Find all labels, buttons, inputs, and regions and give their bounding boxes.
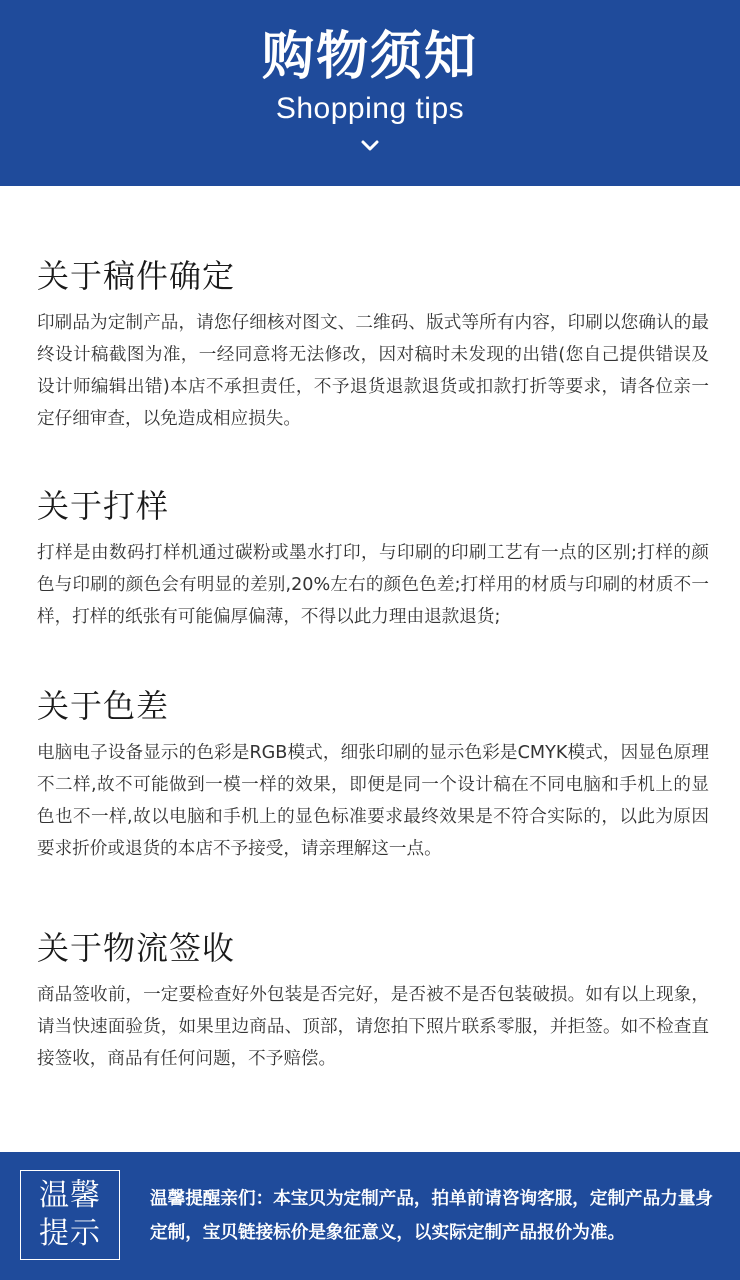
section-logistics-receipt: [37, 927, 709, 1075]
section-body: 印刷品为定制产品，请您仔细核对图文、二维码、版式等所有内容，印刷以您确认的最终设计稿截图为准，一经同意将无法修改，因对稿时未发现的出错(您自己提供错误及设计师编辑出错)本店不承担责任，不予退货退款退货或扣款打折等要求，请各位亲一定仔细审查，以免造成相应损失。: [37, 313, 709, 429]
section-title: 关于稿件确定: [37, 257, 236, 295]
section-color-difference: [37, 685, 709, 865]
section-proofing: [37, 485, 709, 633]
chevron-down-icon: [360, 138, 380, 154]
section-body: 电脑电子设备显示的色彩是RGB模式，细张印刷的显示色彩是CMYK模式，因显色原理不二样,故不可能做到一模一样的效果，即便是同一个设计稿在不同电脑和手机上的显色也不一样,故以电脑和手机上的显色标准要求最终效果是不符合实际的，以此为原因要求折价或退货的本店不予接受，请亲理解这一点。: [37, 743, 709, 859]
section-title: 关于物流签收: [37, 929, 236, 967]
footer-banner: [0, 1152, 740, 1280]
section-title: 关于打样: [37, 487, 170, 525]
warm-tip-badge-line1: 温馨: [39, 1178, 101, 1213]
section-manuscript-confirmation: [37, 255, 709, 435]
section-title: 关于色差: [37, 687, 170, 725]
warm-tip-badge-line2: 提示: [39, 1216, 101, 1251]
warm-tip-badge: [20, 1170, 120, 1260]
page-subtitle: Shopping tips: [275, 92, 465, 125]
page-title: 购物须知: [261, 27, 478, 87]
section-body: 商品签收前，一定要检查好外包装是否完好，是否被不是否包装破损。如有以上现象，请当快速面验货，如果里边商品、顶部，请您拍下照片联系零服，并拒签。如不检查直接签收，商品有任何问题，不予赔偿。: [37, 985, 709, 1069]
section-body: 打样是由数码打样机通过碳粉或墨水打印，与印刷的印刷工艺有一点的区别;打样的颜色与印刷的颜色会有明显的差别,20%左右的颜色色差;打样用的材质与印刷的材质不一样，打样的纸张有可能偏厚偏薄，不得以此力理由退款退货;: [37, 543, 709, 627]
header-banner: [0, 0, 740, 186]
warm-tip-text: 温馨提醒亲们：本宝贝为定制产品，拍单前请咨询客服，定制产品力量身定制，宝贝链接标价是象征意义，以实际定制产品报价为准。: [150, 1189, 714, 1243]
